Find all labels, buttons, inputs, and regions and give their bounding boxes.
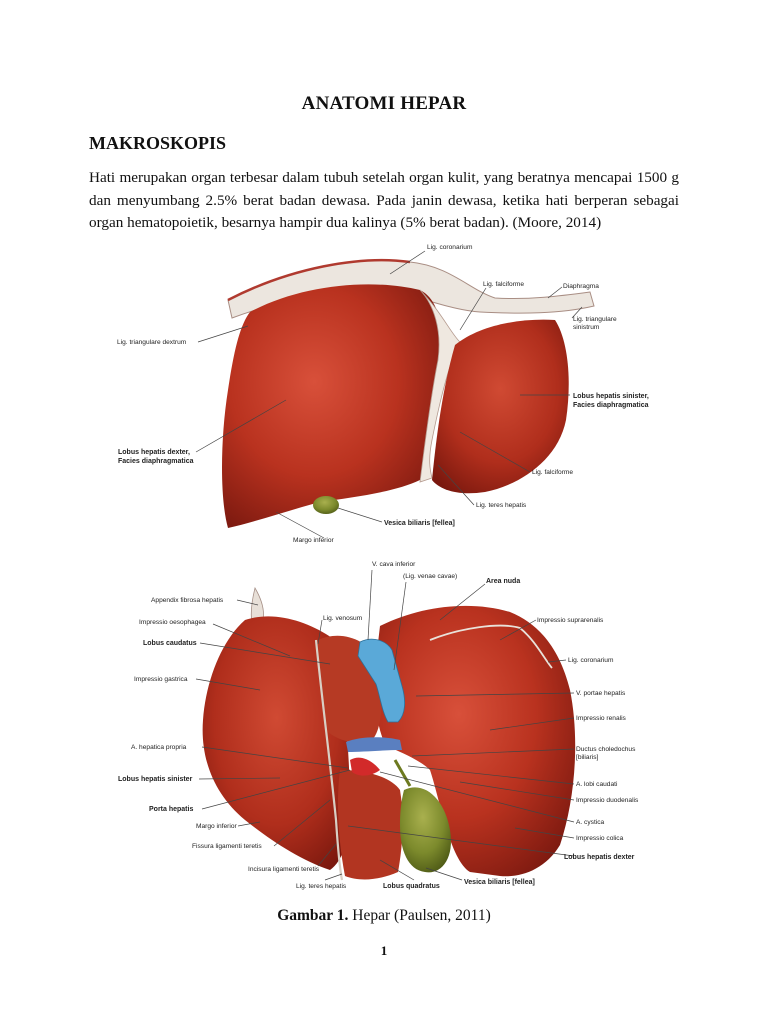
label-a-hepatica-propria: A. hepatica propria: [131, 744, 187, 751]
label-porta-hepatis: Porta hepatis: [149, 806, 194, 813]
label-lobus-hepatis-sinister: Lobus hepatis sinister: [118, 776, 193, 783]
label-appendix-fibrosa: Appendix fibrosa hepatis: [151, 597, 224, 604]
label-fissura-lig-teretis: Fissura ligamenti teretis: [192, 843, 262, 850]
label-lig-triangulare-sinistrum-1: Lig. triangulare: [573, 316, 617, 323]
right-lobe-shape: [222, 284, 441, 528]
label-lig-coronarium-bottom: Lig. coronarium: [568, 657, 614, 664]
label-lig-coronarium-top: Lig. coronarium: [427, 244, 473, 251]
label-lobus-caudatus: Lobus caudatus: [143, 640, 197, 647]
label-margo-inferior-top: Margo inferior: [293, 537, 334, 544]
caption-label: Gambar 1.: [277, 907, 349, 924]
label-lig-venosum: Lig. venosum: [323, 615, 363, 622]
label-lig-teres-hepatis-bottom: Lig. teres hepatis: [296, 883, 347, 890]
label-impressio-colica: Impressio colica: [576, 835, 624, 842]
label-impressio-duodenalis: Impressio duodenalis: [576, 797, 639, 804]
label-lig-triangulare-dextrum: Lig. triangulare dextrum: [117, 339, 187, 346]
label-impressio-oesophagea: Impressio oesophagea: [139, 619, 206, 626]
caption-text: Hepar (Paulsen, 2011): [348, 907, 491, 924]
label-incisura-lig-teretis: Incisura ligamenti teretis: [248, 866, 320, 873]
label-lobus-sinister-2: Facies diaphragmatica: [573, 402, 649, 409]
label-v-portae-hepatis: V. portae hepatis: [576, 690, 626, 697]
label-lig-triangulare-sinistrum-2: sinistrum: [573, 324, 600, 331]
label-lobus-hepatis-dexter: Lobus hepatis dexter: [564, 854, 635, 861]
label-impressio-renalis: Impressio renalis: [576, 715, 626, 722]
label-a-lobi-caudati: A. lobi caudati: [576, 781, 618, 788]
label-lobus-sinister-1: Lobus hepatis sinister,: [573, 393, 649, 400]
page-number: 1: [380, 943, 388, 958]
label-vesica-biliaris-bottom: Vesica biliaris [fellea]: [464, 879, 535, 886]
label-impressio-gastrica: Impressio gastrica: [134, 676, 188, 683]
label-lobus-quadratus: Lobus quadratus: [383, 883, 440, 890]
label-lobus-dexter-1: Lobus hepatis dexter,: [118, 449, 190, 456]
label-ductus-choledochus-1: Ductus choledochus: [576, 746, 636, 753]
label-lig-falciforme-top: Lig. falciforme: [483, 281, 525, 288]
liver-anterior-illustration: [222, 260, 594, 528]
liver-visceral-illustration: [203, 588, 576, 880]
gallbladder-tip: [313, 496, 339, 514]
figure-caption: [0, 907, 768, 925]
label-lig-falciforme-2: Lig. falciforme: [532, 469, 574, 476]
label-ductus-choledochus-2: [biliaris]: [576, 754, 599, 761]
label-impressio-suprarenalis: Impressio suprarenalis: [537, 617, 604, 624]
body-paragraph: Hati merupakan organ terbesar dalam tubuh setelah organ kulit, yang beratnya mencapai 1500 g dan menyumbang 2.5% berat badan dewasa. Pada janin dewasa, ketika hati berperan sebagai organ hematopoietik, besarnya hampir dua kalinya (5% berat badan). (Moore, 2014): [89, 169, 679, 231]
label-vesica-biliaris-top: Vesica biliaris [fellea]: [384, 520, 455, 527]
label-lig-venae-cavae: (Lig. venae cavae): [403, 573, 458, 580]
label-margo-inferior-bottom: Margo inferior: [196, 823, 237, 830]
section-heading: MAKROSKOPIS: [89, 133, 227, 153]
label-a-cystica: A. cystica: [576, 819, 605, 826]
label-diaphragma: Diaphragma: [563, 283, 599, 290]
label-area-nuda: Area nuda: [486, 578, 521, 585]
label-lobus-dexter-2: Facies diaphragmatica: [118, 458, 194, 465]
label-v-cava-inferior: V. cava inferior: [372, 561, 416, 568]
label-lig-teres-hepatis-top: Lig. teres hepatis: [476, 502, 527, 509]
page-title: ANATOMI HEPAR: [301, 93, 467, 114]
